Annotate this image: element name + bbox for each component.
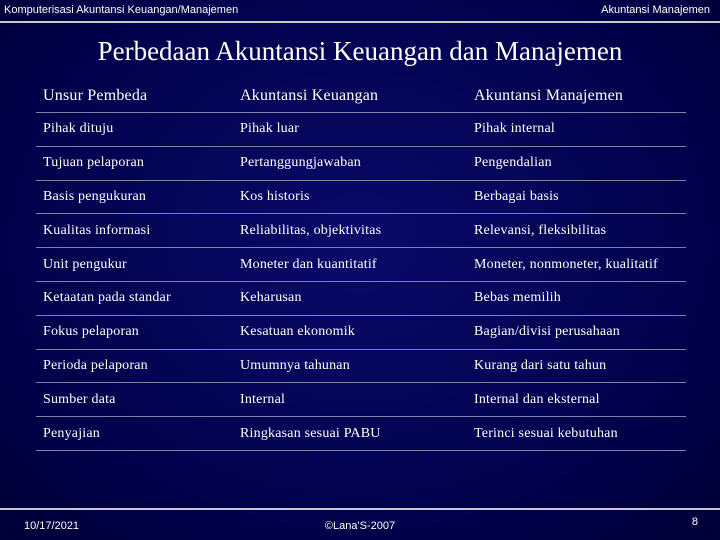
table-cell: Ringkasan sesuai PABU [233, 417, 467, 451]
table-row [36, 180, 686, 214]
table-cell: Perioda pelaporan [36, 349, 233, 383]
table-cell: Penyajian [36, 417, 233, 451]
table-cell: Fokus pelaporan [36, 315, 233, 349]
table-cell: Relevansi, fleksibilitas [467, 214, 686, 248]
table-cell: Kurang dari satu tahun [467, 349, 686, 383]
slide-number: 8 [691, 516, 698, 528]
slide-header [0, 0, 720, 22]
table-row [36, 248, 686, 282]
table-cell: Reliabilitas, objektivitas [233, 214, 467, 248]
table-cell: Umumnya tahunan [233, 349, 467, 383]
table-cell: Pengendalian [467, 146, 686, 180]
table-cell: Internal dan eksternal [467, 383, 686, 417]
footer-divider [0, 508, 720, 510]
header-course-title: Komputerisasi Akuntansi Keuangan/Manajemen [4, 4, 239, 16]
footer-date: 10/17/2021 [24, 520, 80, 532]
table-cell: Unit pengukur [36, 248, 233, 282]
table-cell: Berbagai basis [467, 180, 686, 214]
table-row [36, 146, 686, 180]
table-cell: Kos historis [233, 180, 467, 214]
table-cell: Keharusan [233, 281, 467, 315]
table-row [36, 214, 686, 248]
table-row [36, 281, 686, 315]
column-header: Akuntansi Manajemen [467, 80, 686, 113]
comparison-table [36, 80, 686, 451]
table-cell: Tujuan pelaporan [36, 146, 233, 180]
table-cell: Ketaatan pada standar [36, 281, 233, 315]
table-cell: Pertanggungjawaban [233, 146, 467, 180]
table-cell: Terinci sesuai kebutuhan [467, 417, 686, 451]
table-cell: Moneter, nonmoneter, kualitatif [467, 248, 686, 282]
table-row [36, 113, 686, 147]
table-cell: Sumber data [36, 383, 233, 417]
table-cell: Bagian/divisi perusahaan [467, 315, 686, 349]
table-row [36, 417, 686, 451]
table-cell: Moneter dan kuantitatif [233, 248, 467, 282]
column-header: Akuntansi Keuangan [233, 80, 467, 113]
table-cell: Pihak luar [233, 113, 467, 147]
table-row [36, 349, 686, 383]
table-cell: Kesatuan ekonomik [233, 315, 467, 349]
table-cell: Internal [233, 383, 467, 417]
table-row [36, 383, 686, 417]
slide-title: Perbedaan Akuntansi Keuangan dan Manajemen [97, 36, 623, 66]
table-cell: Pihak dituju [36, 113, 233, 147]
header-topic: Akuntansi Manajemen [601, 4, 710, 16]
table-cell: Pihak internal [467, 113, 686, 147]
table-cell: Kualitas informasi [36, 214, 233, 248]
header-divider [0, 21, 720, 23]
table-header-row [36, 80, 686, 113]
table-cell: Basis pengukuran [36, 180, 233, 214]
column-header: Unsur Pembeda [36, 80, 233, 113]
table-cell: Bebas memilih [467, 281, 686, 315]
table-row [36, 315, 686, 349]
footer-copyright: ©Lana'S-2007 [324, 520, 396, 532]
